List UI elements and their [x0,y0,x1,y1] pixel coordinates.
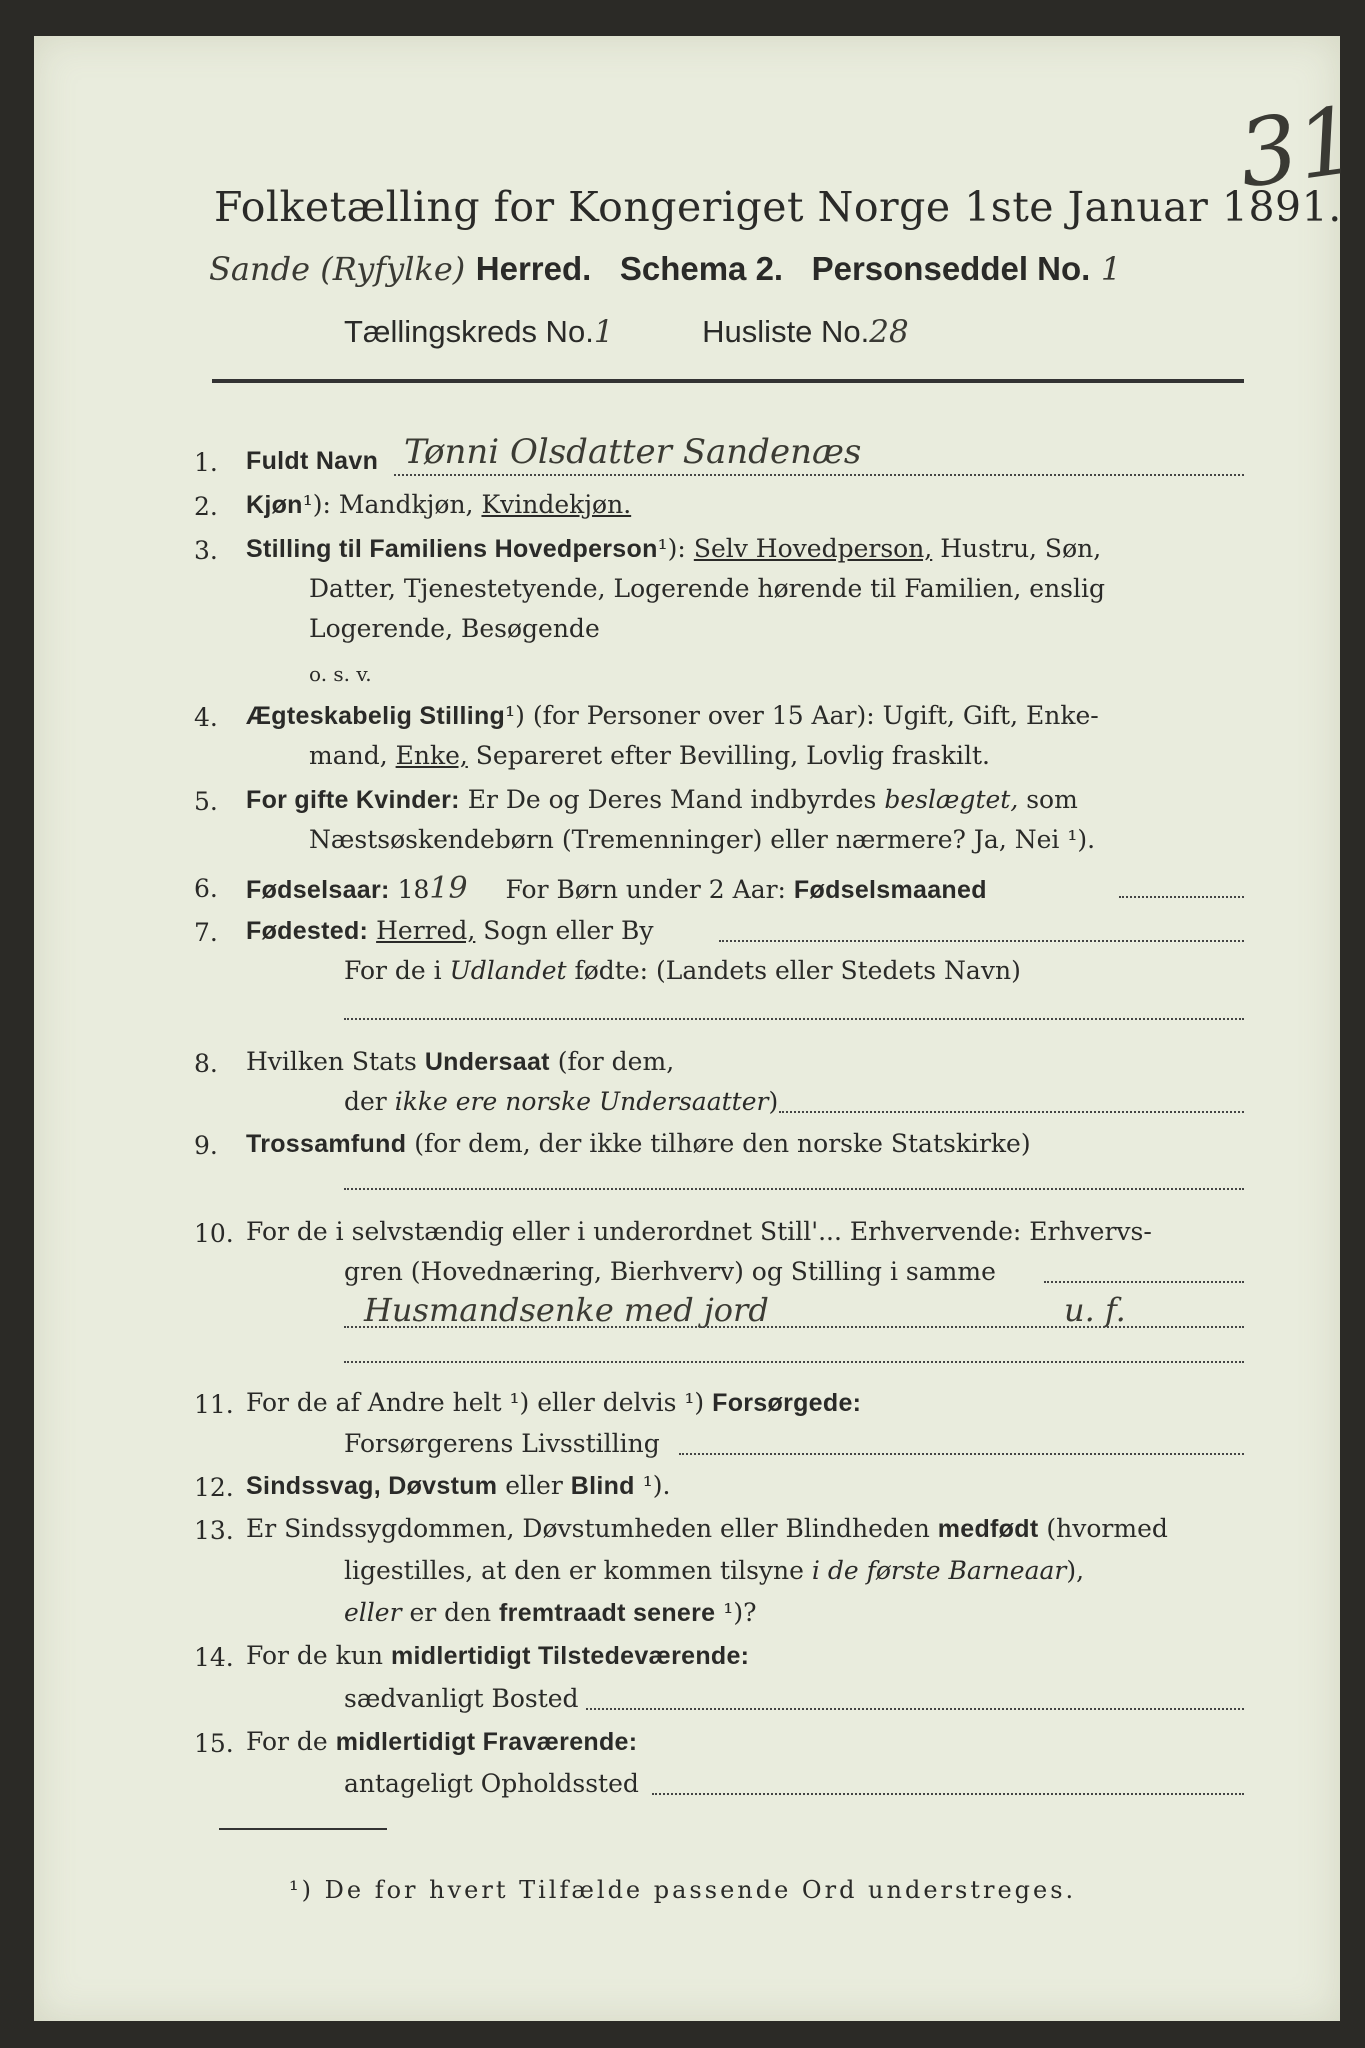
q5-italic: beslægtet, [884,785,1019,814]
q15-text: For de [246,1727,336,1756]
q4-number: 4. [194,703,218,732]
footnote-divider [219,1828,387,1830]
q11-number: 11. [194,1390,234,1419]
q7-options: Sogn eller By [475,916,654,945]
q7-number: 7. [194,918,218,947]
q15-line2: antageligt Opholdssted [344,1769,639,1798]
q6-label2: Fødselsmaaned [793,876,987,904]
q9-label: Trossamfund [246,1130,407,1158]
q5-rest: som [1018,785,1078,814]
q10-answer-line [344,1326,1244,1328]
q14-text: For de kun [246,1641,391,1670]
q8-line2-end: ) [768,1087,779,1116]
q13-line2-start: ligestilles, at den er kommen tilsyne [344,1556,812,1585]
q14-line2: sædvanligt Bosted [344,1684,579,1713]
q8-line2 [344,1089,778,1114]
q8-number: 8. [194,1049,218,1078]
q3-label: Stilling til Familiens Hovedperson [246,535,658,563]
q7-line2 [344,958,1021,983]
q7-line2-end: fødte: (Landets eller Stedets Navn) [566,956,1021,985]
q14-answer-line [586,1708,1244,1710]
q14-label: midlertidigt Tilstedeværende: [390,1642,750,1670]
q7-line2-start: For de i [344,956,450,985]
q13-line2-end: ), [1066,1556,1085,1585]
schema-label: Schema 2. [619,250,784,287]
q9-text: (for dem, der ikke tilhøre den norske Statskirke) [406,1129,1031,1158]
q10-answer-extra: u. f. [1064,1291,1126,1329]
q15-number: 15. [194,1729,234,1758]
q11-text: For de af Andre helt ¹) eller delvis ¹) [246,1388,713,1417]
q4-label: Ægteskabelig Stilling [246,702,506,730]
q3-line3: Logerende, Besøgende [309,614,600,643]
q5-line2: Næstsøskendebørn (Tremenninger) eller nærmere? Ja, Nei ¹). [309,825,1096,854]
q6-number: 6. [194,874,218,903]
q3-line4: o. s. v. [309,662,372,686]
q12-rest: ¹). [634,1471,671,1500]
q3-line2: Datter, Tjenestetyende, Logerende hørende til Familien, enslig [309,574,1106,603]
q12-number: 12. [194,1473,234,1502]
q10-line2-dots [1044,1281,1244,1283]
q12-label2: Blind [570,1472,635,1500]
q13-line2 [344,1558,1084,1583]
q4-line2-end: Separeret efter Bevilling, Lovlig fraskilt. [467,741,990,770]
q2-number: 2. [194,492,218,521]
census-form-sheet [34,36,1363,2021]
q10-number: 10. [194,1219,234,1248]
q2-selected: Kvindekjøn. [481,490,632,519]
q6-century: 18 [389,875,430,904]
q9-number: 9. [194,1131,218,1160]
q3-options: Hustru, Søn, [932,534,1102,563]
q6-question [246,871,987,906]
q13-line3-end: ¹)? [715,1598,757,1627]
q4-options: ¹) (for Personer over 15 Aar): Ugift, Gift, Enke- [505,701,1099,730]
q11-line2: Forsørgerens Livsstilling [344,1429,660,1458]
archive-page-number: 31 [1232,86,1363,209]
q8-line2-start: der [344,1087,395,1116]
q13-label: medfødt [937,1515,1039,1543]
q12-question [246,1473,670,1499]
q7-italic: Udlandet [449,956,567,985]
q10-question: For de i selvstændig eller i underordnet Still'... Erhvervende: Erhvervs- [246,1217,1152,1246]
herred-value: Sande (Ryfylke) [209,250,466,288]
q2-question [246,492,631,518]
header-divider [212,379,1244,383]
q6-rest: For Børn under 2 Aar: [497,875,794,904]
q8-italic: ikke ere norske Undersaatter [394,1087,769,1116]
q1-question [246,448,378,474]
kreds-label: Tællingskreds No. [344,314,594,349]
q2-options: ¹): Mandkjøn, [302,490,482,519]
q12-label: Sindssvag, Døvstum [246,1472,498,1500]
q15-label: midlertidigt Fraværende: [335,1728,638,1756]
form-title: Folketælling for Kongeriget Norge 1ste Januar 1891. [214,183,1342,231]
q13-line3 [344,1600,757,1626]
q15-answer-line [652,1793,1244,1795]
q13-italic: i de første Barneaar [811,1556,1067,1585]
q10-answer: Husmandsenke med jord [364,1291,769,1329]
q1-answer: Tønni Olsdatter Sandenæs [404,432,862,472]
q8-answer-line [779,1111,1244,1113]
q13-label2: fremtraadt senere [499,1599,716,1627]
q12-text: eller [497,1471,571,1500]
q14-question [246,1643,749,1669]
q3-selected: Selv Hovedperson, [693,534,933,563]
q7-label: Fødested: [246,917,369,945]
q1-answer-line [394,474,1244,476]
kreds-value: 1 [593,314,614,350]
q2-label: Kjøn [246,491,303,519]
personseddel-value: 1 [1100,250,1122,288]
q6-month-line [1119,896,1244,898]
q13-rest: (hvormed [1038,1514,1168,1543]
q13-text: Er Sindssygdommen, Døvstumheden eller Blindheden [246,1514,938,1543]
q8-text: Hvilken Stats [246,1047,425,1076]
q3-sup: ¹): [657,534,694,563]
q3-number: 3. [194,536,218,565]
husliste-value: 28 [869,314,909,350]
q5-question [246,787,1078,813]
husliste-label: Husliste No. [702,314,870,349]
q7-selected: Herred, [376,916,476,945]
q8-question [246,1049,674,1075]
q13-question [246,1516,1168,1542]
q13-number: 13. [194,1516,234,1545]
q6-label: Fødselsaar: [246,876,390,904]
q14-number: 14. [194,1643,234,1672]
header-line-herred [209,249,1121,288]
q13-line3-text: er den [401,1598,500,1627]
herred-label: Herred. [475,250,592,287]
header-line-kreds [344,314,909,350]
q4-selected: Enke, [395,741,468,770]
footnote: ¹) De for hvert Tilfælde passende Ord understreges. [289,1876,1077,1904]
q7-question [246,918,654,944]
q11-question [246,1390,861,1416]
q6-answer: 19 [429,871,468,906]
q10-answer-line2 [344,1361,1244,1363]
q5-text: Er De og Deres Mand indbyrdes [459,785,885,814]
q7-foreign-line [344,1018,1244,1020]
q9-question [246,1131,1031,1157]
q8-rest: (for dem, [549,1047,675,1076]
q4-line2 [309,743,990,768]
q7-answer-line [719,940,1244,942]
q4-line2-start: mand, [309,741,396,770]
q1-label: Fuldt Navn [246,447,379,475]
q5-label: For gifte Kvinder: [246,786,460,814]
q13-line3-italic: eller [344,1598,402,1627]
q15-question [246,1729,637,1755]
q5-number: 5. [194,787,218,816]
q11-label: Forsørgede: [712,1389,862,1417]
q1-number: 1. [194,448,218,477]
q10-line2: gren (Hovednæring, Bierhverv) og Stilling i samme [344,1257,996,1286]
q11-answer-line [679,1453,1244,1455]
q9-answer-line [344,1188,1244,1190]
q4-question [246,703,1099,729]
personseddel-label: Personseddel No. [811,250,1091,287]
q8-label: Undersaat [424,1048,550,1076]
q3-question [246,536,1101,562]
